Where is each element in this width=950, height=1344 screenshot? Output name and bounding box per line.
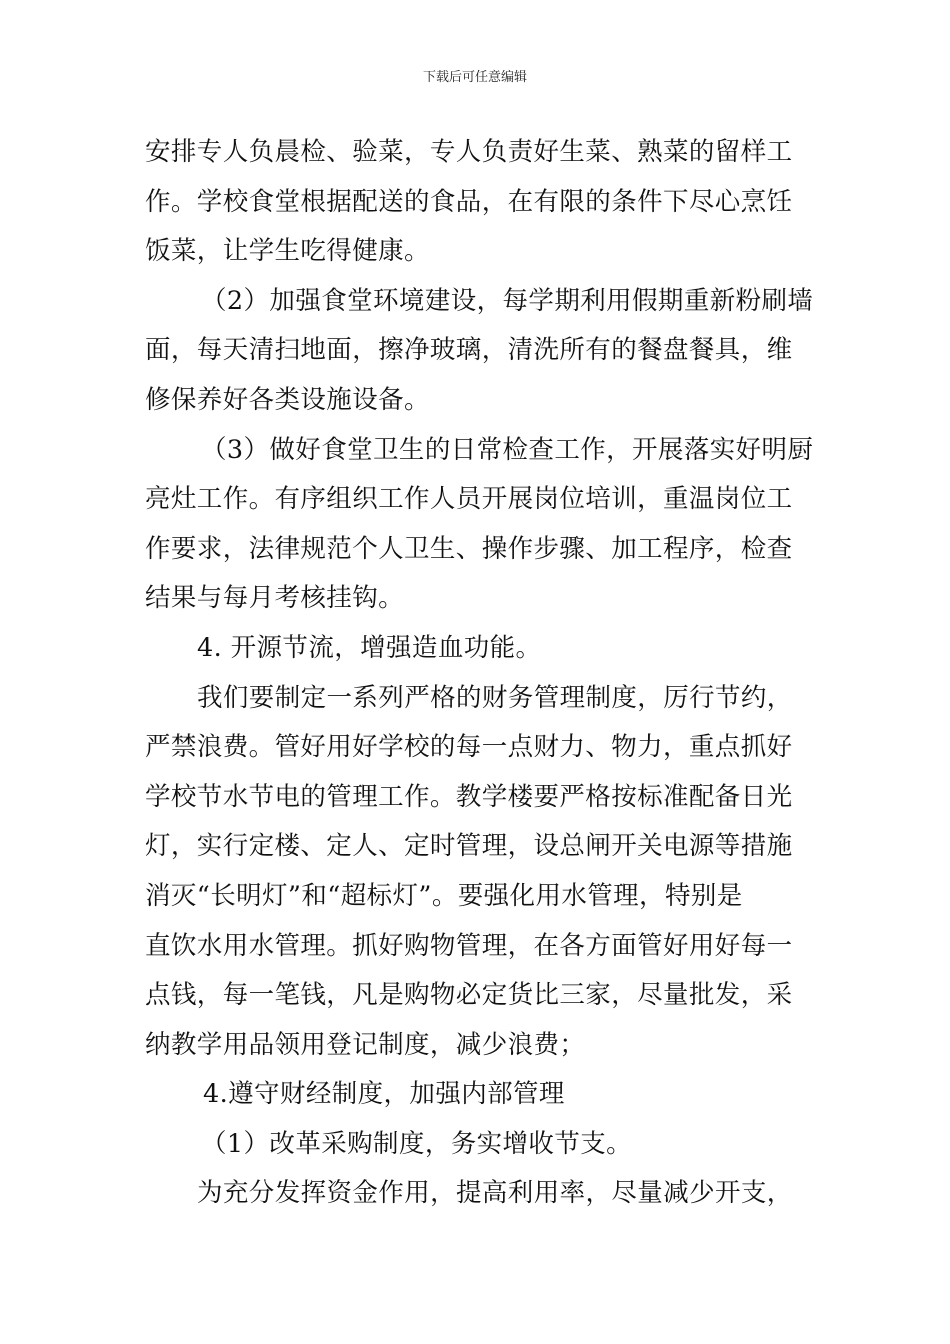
text-line: 作要求，法律规范个人卫生、操作步骤、加工程序，检查 xyxy=(145,533,793,564)
text-line: 安排专人负晨检、验菜，专人负责好生菜、熟菜的留样工 xyxy=(145,137,793,167)
text-line: 修保养好各类设施设备。 xyxy=(145,384,430,415)
text-line: 学校节水节电的管理工作。教学楼要严格按标准配备日光 xyxy=(145,781,793,812)
section-heading: 4.遵守财经制度，加强内部管理 xyxy=(203,1079,565,1110)
text-line: 结果与每月考核挂钩。 xyxy=(145,583,405,614)
text-line: 亮灶工作。有序组织工作人员开展岗位培训，重温岗位工 xyxy=(145,484,793,515)
text-line: 为充分发挥资金作用，提高利用率，尽量减少开支， xyxy=(197,1178,793,1209)
subsection-heading: （1）改革采购制度，务实增收节支。 xyxy=(201,1128,633,1159)
text-line: 我们要制定一系列严格的财务管理制度，厉行节约， xyxy=(197,682,793,713)
text-line: 直饮水用水管理。抓好购物管理，在各方面管好用好每一 xyxy=(145,930,793,961)
text-line: （2）加强食堂环境建设，每学期利用假期重新粉刷墙 xyxy=(201,285,814,316)
text-line: 严禁浪费。管好用好学校的每一点财力、物力，重点抓好 xyxy=(145,732,793,763)
document-body xyxy=(145,128,814,1219)
text-line: （3）做好食堂卫生的日常检查工作，开展落实好明厨 xyxy=(201,434,814,465)
text-line: 饭菜，让学生吃得健康。 xyxy=(145,236,430,267)
text-line: 消灭“长明灯”和“超标灯”。要强化用水管理，特别是 xyxy=(145,880,743,911)
text-line: 纳教学用品领用登记制度，减少浪费； xyxy=(145,1029,586,1060)
section-heading: 4. 开源节流，增强造血功能。 xyxy=(197,632,542,663)
text-line: 面，每天清扫地面，擦净玻璃，清洗所有的餐盘餐具，维 xyxy=(145,335,793,366)
text-line: 作。学校食堂根据配送的食品，在有限的条件下尽心烹饪 xyxy=(145,186,793,217)
text-line: 灯，实行定楼、定人、定时管理，设总闸开关电源等措施 xyxy=(145,831,793,862)
text-line: 点钱，每一笔钱，凡是购物必定货比三家，尽量批发，采 xyxy=(145,980,793,1011)
page-header: 下载后可任意编辑 xyxy=(422,70,527,85)
